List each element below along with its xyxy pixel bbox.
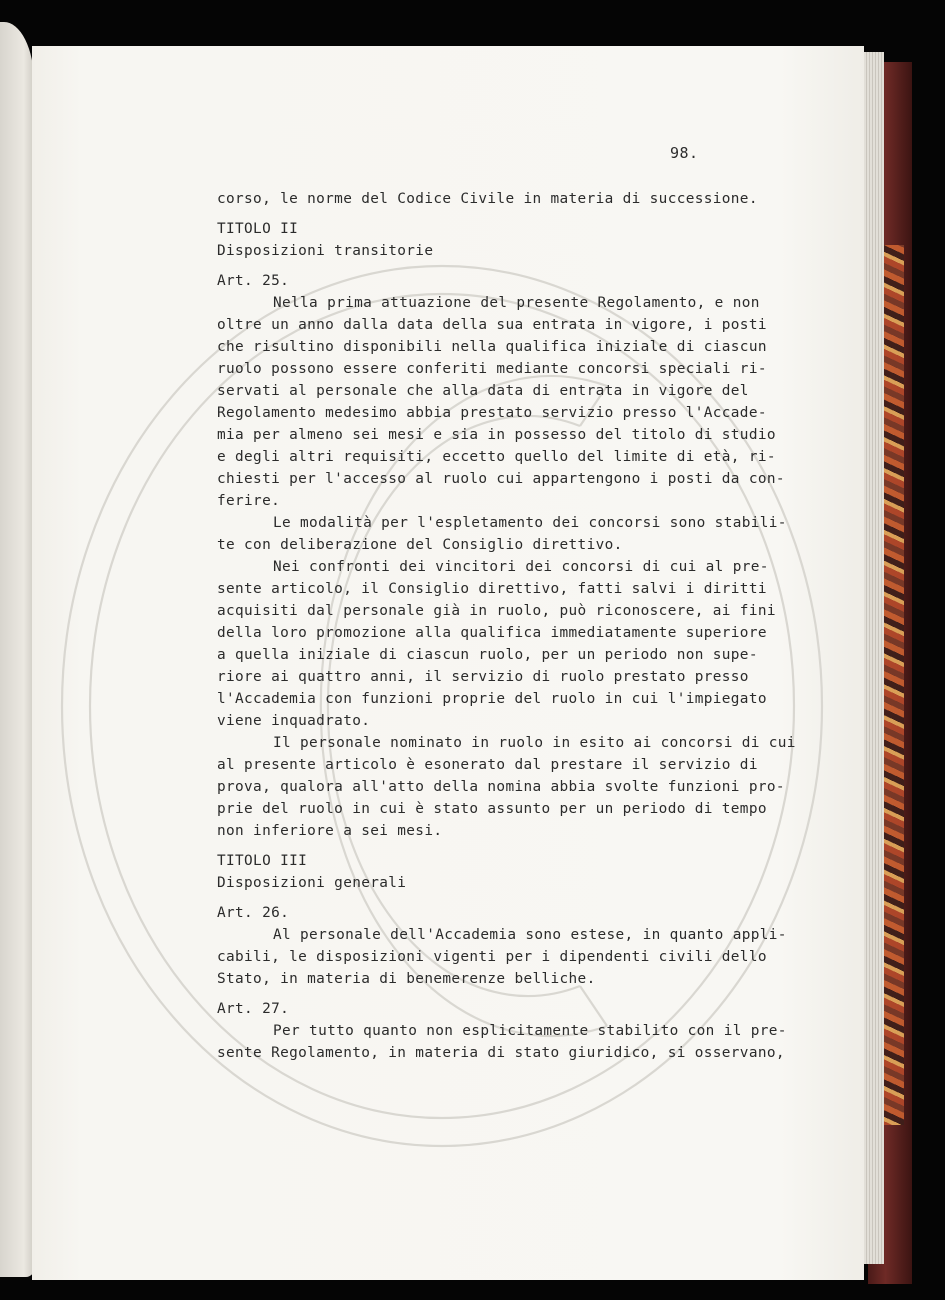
text-line: ruolo possono essere conferiti mediante concorsi speciali ri- [217,361,767,377]
article-heading: Art. 25. [217,273,290,289]
text-line: corso, le norme del Codice Civile in materia di successione. [217,191,758,207]
text-line: Nella prima attuazione del presente Regolamento, e non [273,295,760,311]
page-number: 98. [670,144,699,162]
section-heading: TITOLO II [217,221,299,237]
text-line: sente Regolamento, in materia di stato giuridico, si osservano, [217,1045,785,1061]
text-line: cabili, le disposizioni vigenti per i dipendenti civili dello [217,949,767,965]
text-line: l'Accademia con funzioni proprie del ruolo in cui l'impiegato [217,691,767,707]
section-heading: TITOLO III [217,853,308,869]
text-line: acquisiti dal personale già in ruolo, può riconoscere, ai fini [217,603,776,619]
text-line: Le modalità per l'espletamento dei concorsi sono stabili- [273,515,787,531]
text-line: viene inquadrato. [217,713,371,729]
text-line: sente articolo, il Consiglio direttivo, fatti salvi i diritti [217,581,767,597]
article-heading: Art. 26. [217,905,290,921]
text-line: al presente articolo è esonerato dal prestare il servizio di [217,757,758,773]
text-line: Regolamento medesimo abbia prestato servizio presso l'Accade- [217,405,767,421]
text-line: oltre un anno dalla data della sua entrata in vigore, i posti [217,317,767,333]
left-page-edge [0,22,34,1277]
text-line: chiesti per l'accesso al ruolo cui appartengono i posti da con- [217,471,785,487]
text-line: te con deliberazione del Consiglio direttivo. [217,537,623,553]
text-line: Per tutto quanto non esplicitamente stabilito con il pre- [273,1023,787,1039]
text-line: Nei confronti dei vincitori dei concorsi di cui al pre- [273,559,769,575]
document-page [32,46,864,1280]
text-line: della loro promozione alla qualifica immediatamente superiore [217,625,767,641]
text-line: Al personale dell'Accademia sono estese, in quanto appli- [273,927,787,943]
section-subheading: Disposizioni generali [217,875,407,891]
text-line: ferire. [217,493,281,509]
text-line: mia per almeno sei mesi e sia in possesso del titolo di studio [217,427,776,443]
text-line: a quella iniziale di ciascun ruolo, per un periodo non supe- [217,647,758,663]
text-line: prova, qualora all'atto della nomina abbia svolte funzioni pro- [217,779,785,795]
text-line: servati al personale che alla data di entrata in vigore del [217,383,749,399]
document-body [217,188,797,1064]
text-line: e degli altri requisiti, eccetto quello del limite di età, ri- [217,449,776,465]
text-line: riore ai quattro anni, il servizio di ruolo prestato presso [217,669,749,685]
text-line: che risultino disponibili nella qualifica iniziale di ciascun [217,339,767,355]
section-subheading: Disposizioni transitorie [217,243,434,259]
text-line: prie del ruolo in cui è stato assunto per un periodo di tempo [217,801,767,817]
text-line: non inferiore a sei mesi. [217,823,443,839]
article-heading: Art. 27. [217,1001,290,1017]
text-line: Il personale nominato in ruolo in esito ai concorsi di cui [273,735,796,751]
text-line: Stato, in materia di benemerenze belliche. [217,971,596,987]
